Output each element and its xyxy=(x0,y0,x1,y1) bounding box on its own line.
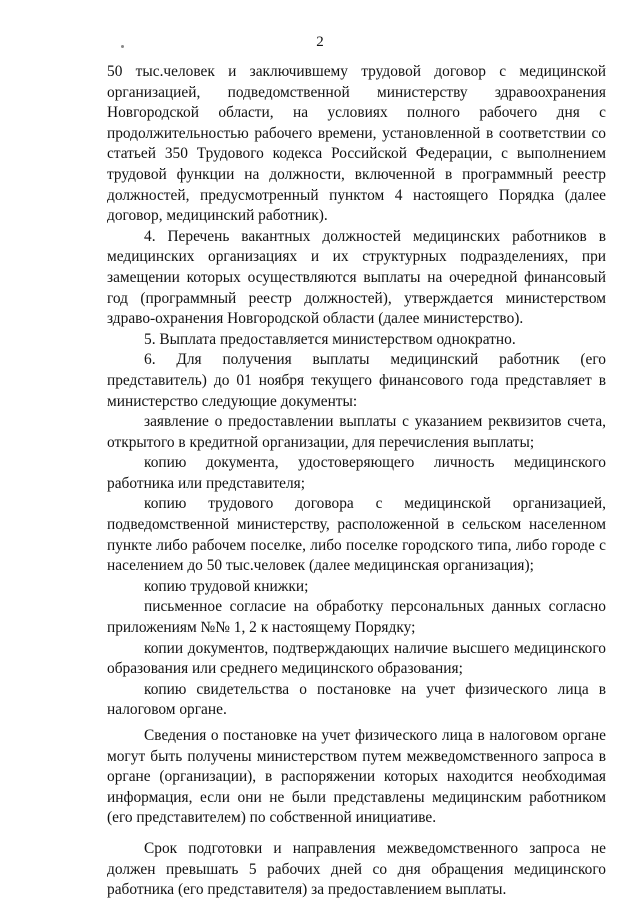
document-list-item: копию документа, удостоверяющего личность медицинского работника или представителя; xyxy=(107,454,606,492)
paragraph-info: Сведения о постановке на учет физического лица в налоговом органе могут быть получены министерством путем межведомственного запроса в органе (организации), в распоряжении которых находится необходимая информация, если они не были представлены медицинским работником (его представителем) по собственной инициативе. xyxy=(107,727,606,827)
paragraph-continuation: 50 тыс.человек и заключившему трудовой договор с медицинской организацией, подведомственной министерству здравоохранения Новгородской области, на условиях полного рабочего дня с продолжительностью рабочего времени, установленной в соответствии со статьей 350 Трудового кодекса Российской Федерации, с выполнением трудовой функции на должности, включенной в программный реестр должностей, предусмотренный пунктом 4 настоящего Порядка (далее договор, медицинский работник). xyxy=(107,63,606,225)
document-list-item: копии документов, подтверждающих наличие высшего медицинского образования или среднего медицинского образования; xyxy=(107,639,606,678)
document-list-item: письменное согласие на обработку персональных данных согласно приложениям №№ 1, 2 к настоящему Порядку; xyxy=(107,598,606,637)
document-list-item: копию трудовой книжки; xyxy=(144,577,309,595)
document-list-item: копию свидетельства о постановке на учет физического лица в налоговом органе. xyxy=(107,680,606,719)
document-list-item: заявление о предоставлении выплаты с указанием реквизитов счета, открытого в кредитной организации, для перечисления выплаты; xyxy=(107,413,606,451)
document-body xyxy=(107,62,606,901)
document-list-item: копию трудового договора с медицинской организацией, подведомственной министерству, расположенной в сельском населенном пункте либо рабочем поселке, либо поселке городского типа, либо городе с населением до 50 тыс.человек (далее медицинская организация); xyxy=(107,495,606,575)
paragraph-item-6: 6. Для получения выплаты медицинский работник (его представитель) до 01 ноября текущего финансового года представляет в министерство следующие документы: xyxy=(107,351,606,410)
paragraph-item-5: 5. Выплата предоставляется министерством однократно. xyxy=(144,330,516,348)
paragraph-deadline: Срок подготовки и направления межведомственного запроса не должен превышать 5 рабочих дней со дня обращения медицинского работника (его представителя) за предоставлением выплаты. xyxy=(107,839,606,899)
paragraph-item-4: 4. Перечень вакантных должностей медицинских работников в медицинских организациях и их структурных подразделениях, при замещении которых осуществляются выплаты на очередной финансовый год (программный реестр должностей), утверждается министерством здраво-охранения Новгородской области (далее министерство). xyxy=(107,227,606,328)
page-number: 2 xyxy=(316,34,324,50)
